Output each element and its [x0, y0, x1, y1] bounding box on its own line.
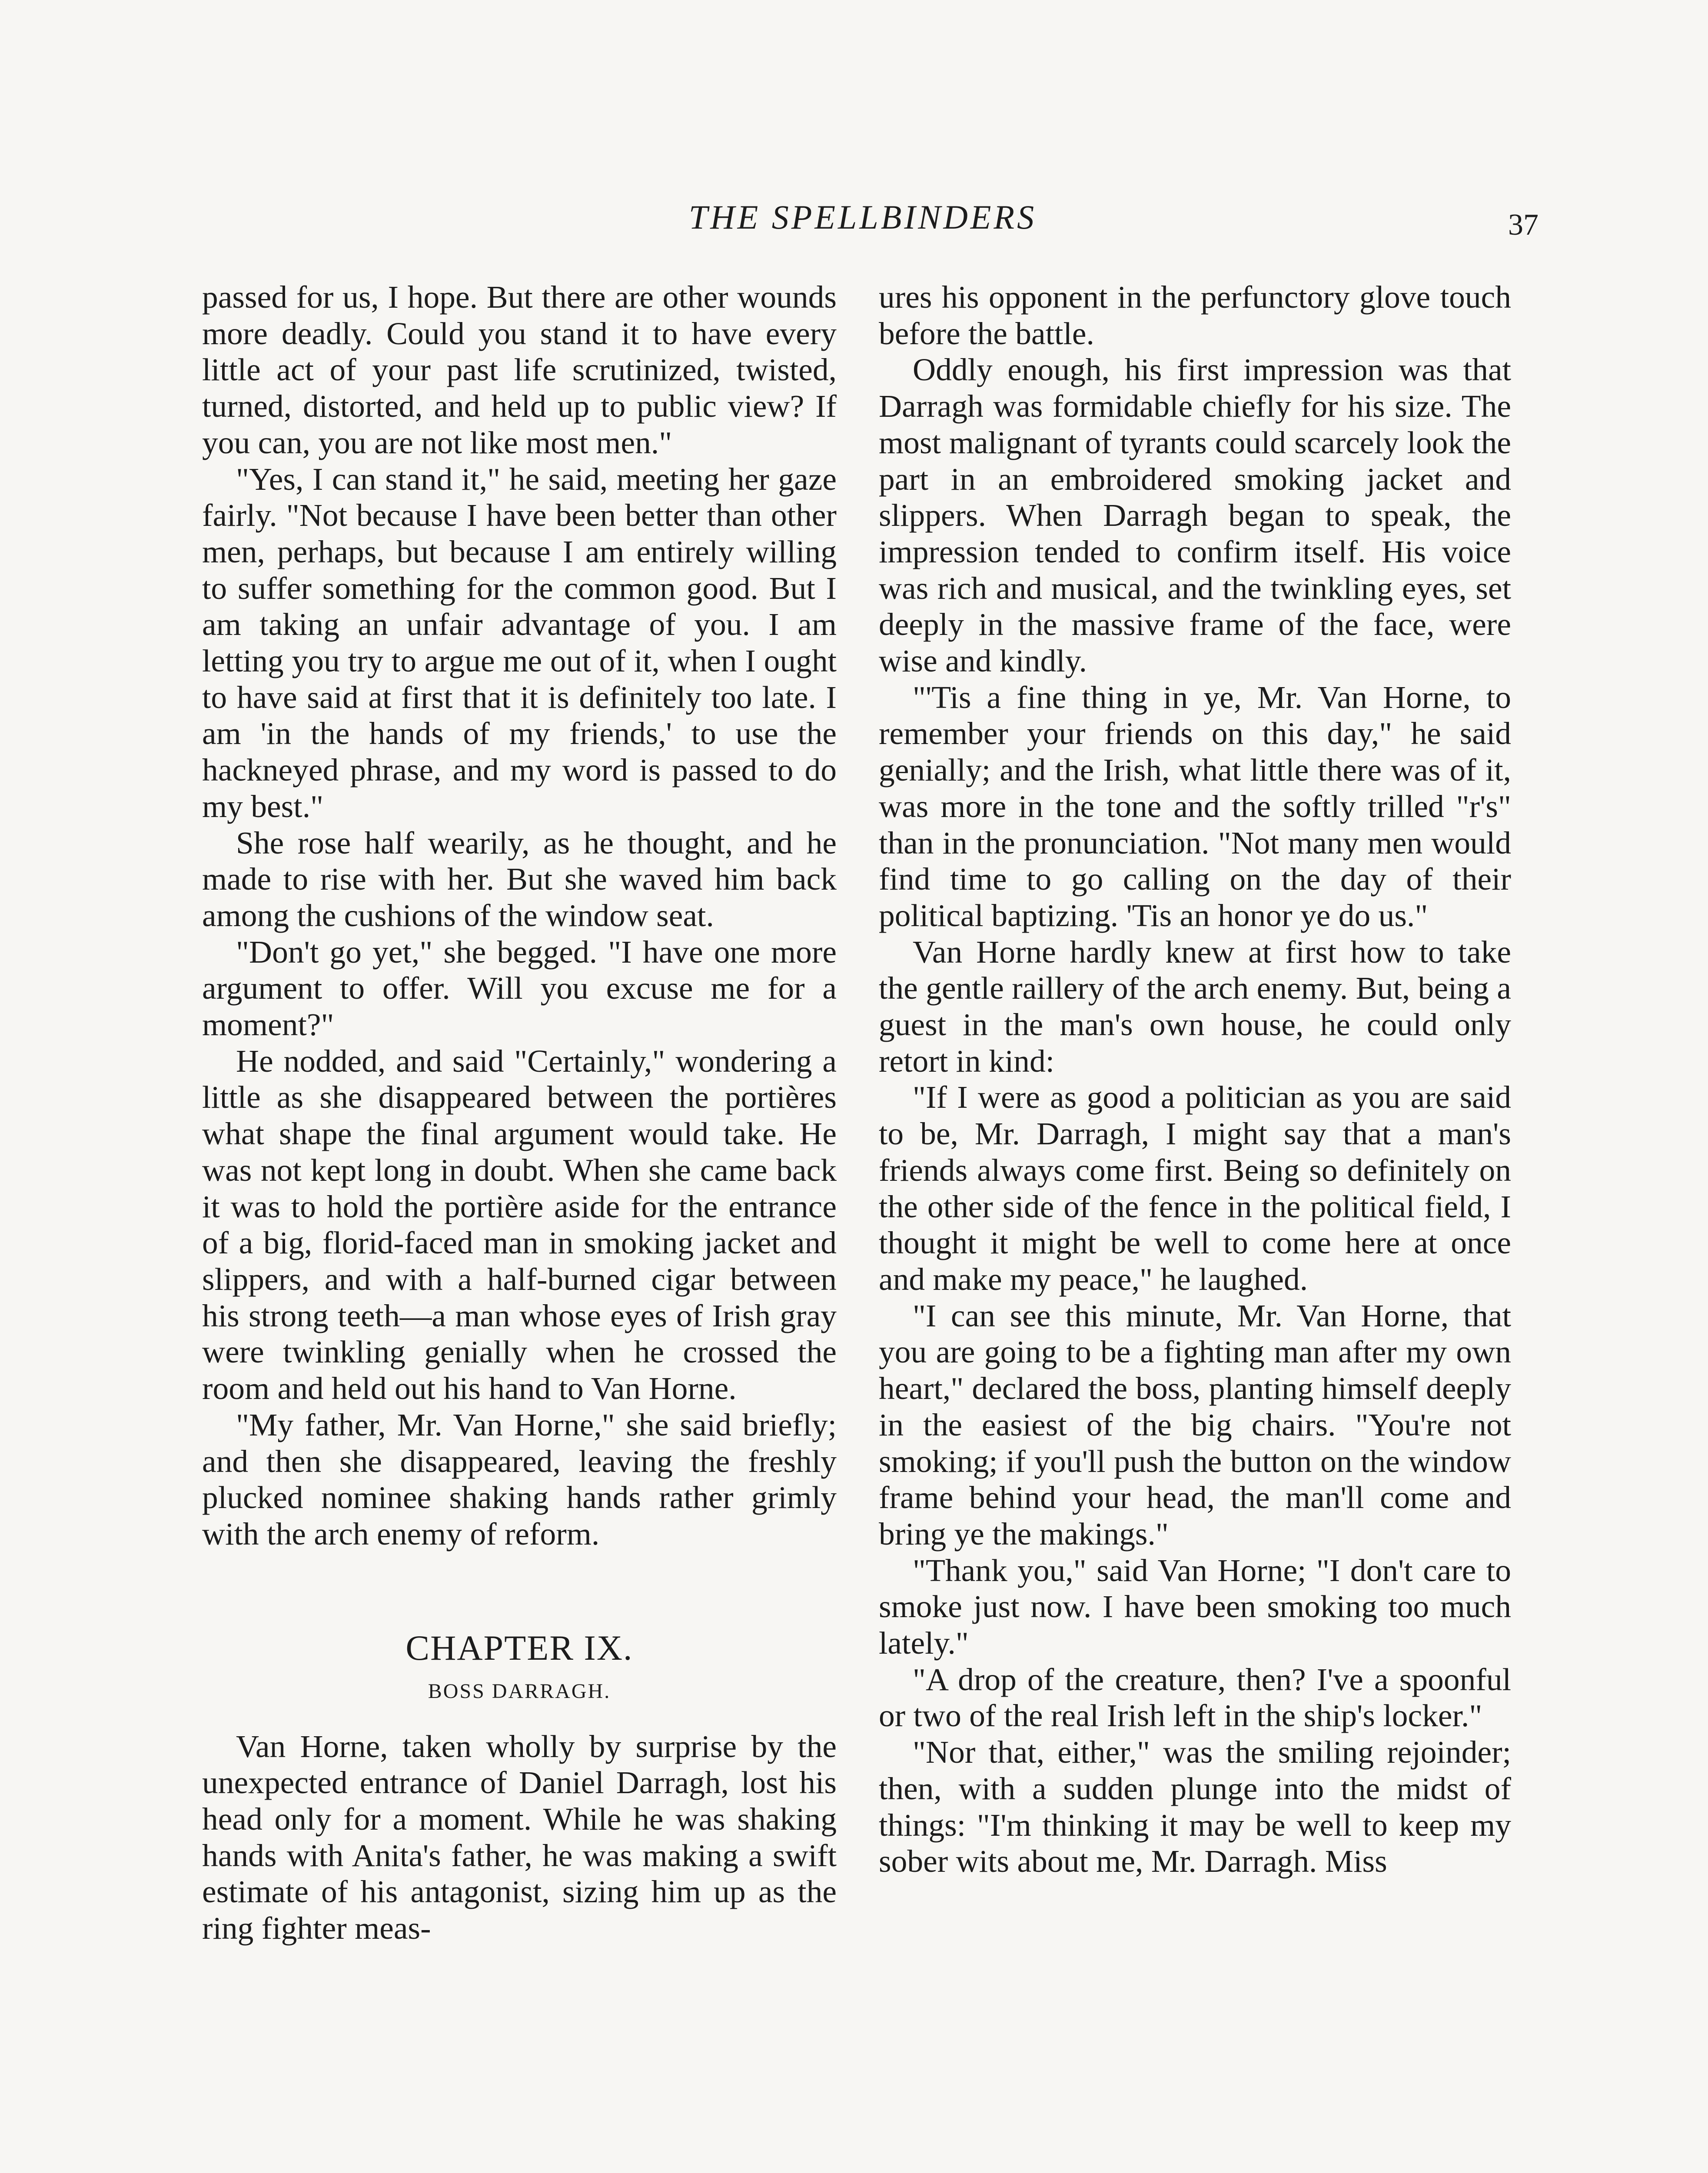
paragraph: Van Horne hardly knew at first how to take the gentle raillery of the arch enemy. But, being a guest in the man's own house, he could only retort in kind: — [879, 934, 1511, 1079]
paragraph: "Yes, I can stand it," he said, meeting her gaze fairly. "Not because I have been better than other men, perhaps, but because I am entirely willing to suffer something for the common good. But I am taking an unfair advantage of you. I am letting you try to argue me out of it, when I ought to have said at first that it is definitely too late. I am 'in the hands of my friends,' to use the hackneyed phrase, and my word is passed to do my best." — [202, 461, 837, 824]
left-column — [202, 279, 837, 1947]
paragraph: He nodded, and said "Certainly," wondering a little as she disappeared between the portières what shape the final argument would take. He was not kept long in doubt. When she came back it was to hold the portière aside for the entrance of a big, florid-faced man in smoking jacket and slippers, and with a half-burned cigar between his strong teeth—a man whose eyes of Irish gray were twinkling genially when he crossed the room and held out his hand to Van Horne. — [202, 1043, 837, 1406]
paragraph: "Nor that, either," was the smiling rejoinder; then, with a sudden plunge into the midst of things: "I'm thinking it may be well to keep my sober wits about me, Mr. Darragh. Miss — [879, 1734, 1511, 1879]
paragraph: "If I were as good a politician as you are said to be, Mr. Darragh, I might say that a man's friends always come first. Being so definitely on the other side of the fence in the political field, I thought it might be well to come here at once and make my peace," he laughed. — [879, 1080, 1511, 1297]
running-head: THE SPELLBINDERS — [688, 198, 1037, 236]
paragraph: ures his opponent in the perfunctory glove touch before the battle. — [879, 279, 1511, 351]
paragraph: Oddly enough, his first impression was that Darragh was formidable chiefly for his size. The most malignant of tyrants could scarcely look the part in an embroidered smoking jacket and slippers. When Darragh began to speak, the impression tended to confirm itself. His voice was rich and musical, and the twinkling eyes, set deeply in the massive frame of the face, were wise and kindly. — [879, 352, 1511, 679]
paragraph: "'Tis a fine thing in ye, Mr. Van Horne, to remember your friends on this day," he said genially; and the Irish, what little there was of it, was more in the tone and the softly trilled "r's" than in the pronunciation. "Not many men would find time to go calling on the day of their political baptizing. 'Tis an honor ye do us." — [879, 679, 1511, 933]
paragraph: "I can see this minute, Mr. Van Horne, that you are going to be a fighting man after my own heart," declared the boss, planting himself deeply in the easiest of the big chairs. "You're not smoking; if you'll push the button on the window frame behind your head, the man'll come and bring ye the makings." — [879, 1298, 1511, 1552]
right-column — [879, 279, 1511, 1880]
paragraph: She rose half wearily, as he thought, and he made to rise with her. But she waved him back among the cushions of the window seat. — [202, 825, 837, 933]
paragraph: "A drop of the creature, then? I've a spoonful or two of the real Irish left in the ship's locker." — [879, 1661, 1511, 1734]
paragraph: "Don't go yet," she begged. "I have one more argument to offer. Will you excuse me for a moment?" — [202, 934, 837, 1043]
paragraph: passed for us, I hope. But there are other wounds more deadly. Could you stand it to have every little act of your past life scrutinized, twisted, turned, distorted, and held up to public view? If you can, you are not like most men." — [202, 279, 837, 460]
paragraph: Van Horne, taken wholly by surprise by the unexpected entrance of Daniel Darragh, lost his head only for a moment. While he was shaking hands with Anita's father, he was making a swift estimate of his antagonist, sizing him up as the ring fighter meas- — [202, 1728, 837, 1946]
chapter-title: CHAPTER IX. — [405, 1628, 633, 1668]
page-number: 37 — [1508, 208, 1539, 242]
chapter-subtitle: BOSS DARRAGH. — [428, 1679, 611, 1703]
paragraph: "My father, Mr. Van Horne," she said briefly; and then she disappeared, leaving the freshly plucked nominee shaking hands rather grimly with the arch enemy of reform. — [202, 1407, 837, 1552]
paragraph: "Thank you," said Van Horne; "I don't care to smoke just now. I have been smoking too much lately." — [879, 1552, 1511, 1661]
